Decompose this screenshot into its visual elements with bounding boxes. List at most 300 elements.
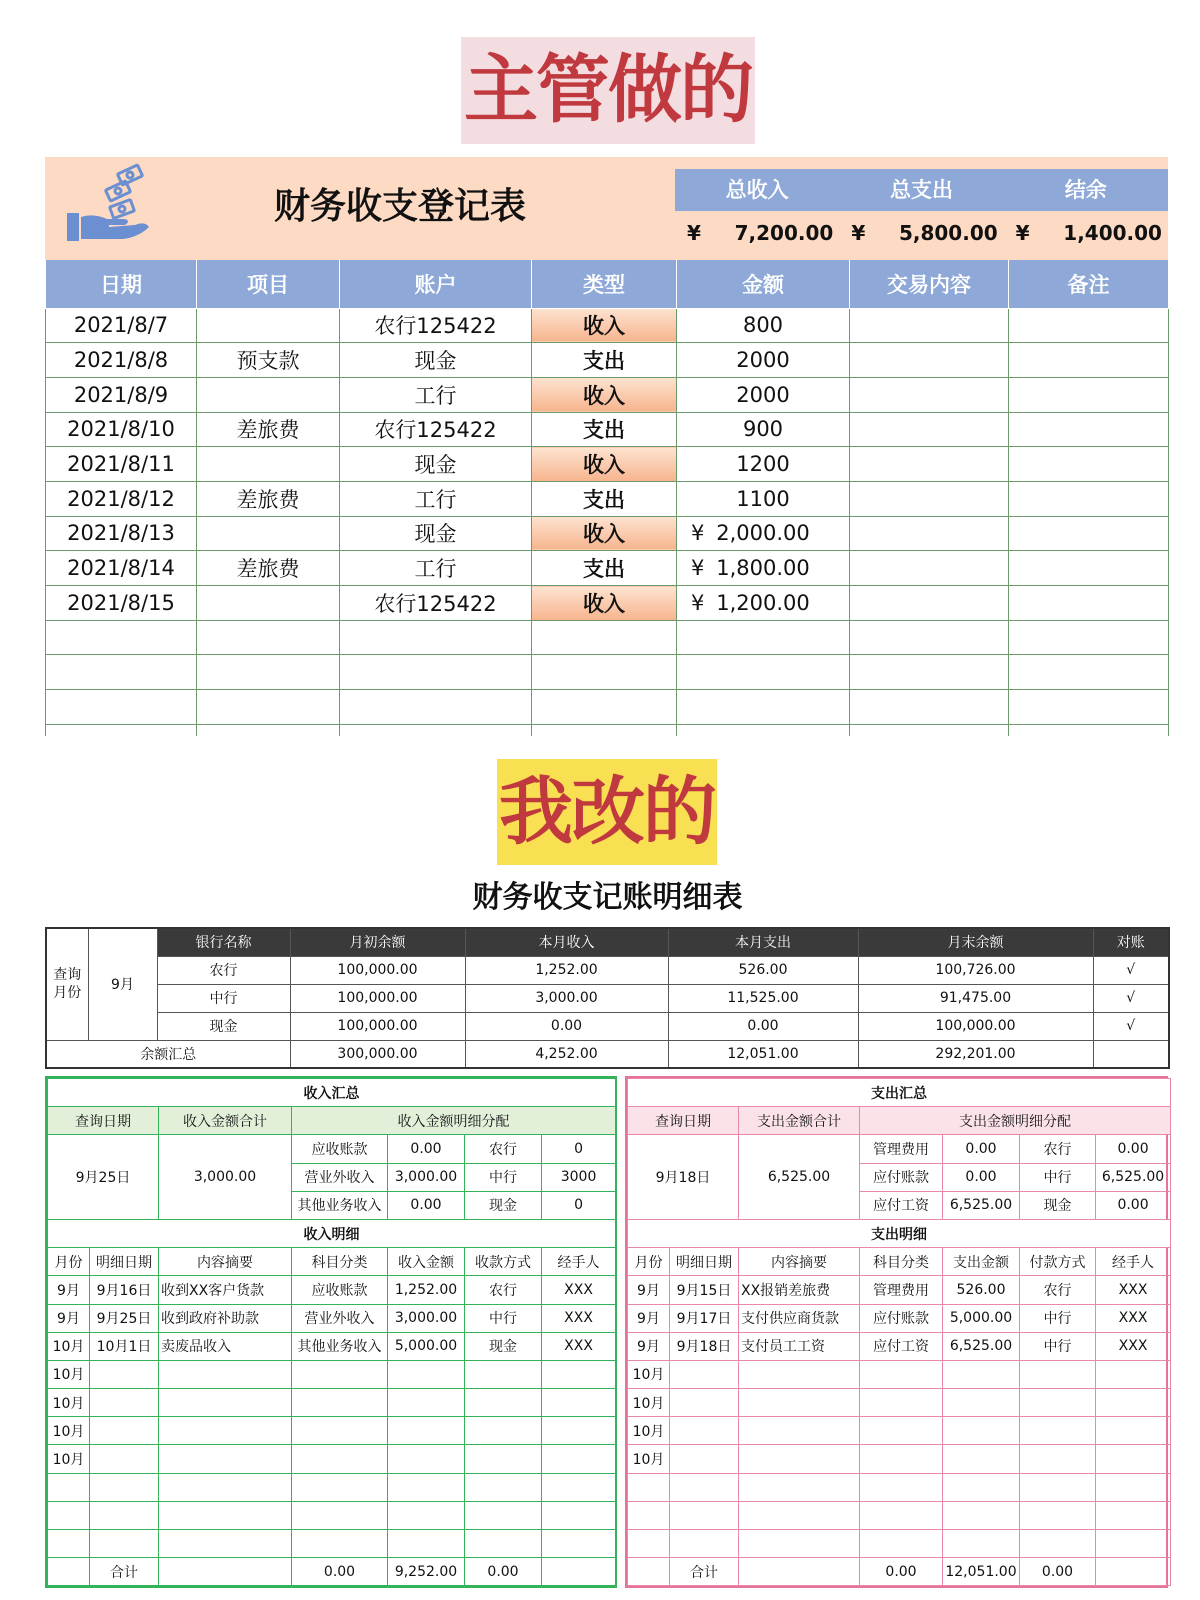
date-cell: 2021/8/7 (46, 308, 197, 343)
bank-cell: √ (1093, 984, 1169, 1012)
detail-cell (159, 1445, 292, 1473)
detail-cell (1020, 1445, 1096, 1473)
summary-title-row (48, 1079, 616, 1107)
detail-cell (739, 1473, 860, 1501)
detail-cell (860, 1501, 943, 1529)
total-income-value: ¥ 7,200.00 (687, 221, 834, 245)
type-cell: 支出 (532, 551, 677, 586)
allocation-cell: 0 (542, 1135, 616, 1163)
detail-cell (860, 1417, 943, 1445)
summary-title-row (628, 1079, 1171, 1107)
detail-cell (292, 1445, 388, 1473)
table-row (46, 447, 1169, 482)
bank-column-header: 本月支出 (668, 928, 858, 956)
old-form-header (45, 157, 1168, 260)
detail-cell (159, 1360, 292, 1388)
type-cell: 收入 (532, 516, 677, 551)
type-cell: 支出 (532, 412, 677, 447)
detail-cell (90, 1360, 159, 1388)
totals-cell (48, 1558, 90, 1586)
allocation-cell: 现金 (465, 1191, 542, 1219)
remark-cell (1009, 586, 1169, 621)
detail-cell (542, 1445, 616, 1473)
detail-cell (943, 1445, 1020, 1473)
item-cell: 差旅费 (197, 481, 340, 516)
column-header: 账户 (340, 260, 532, 308)
amount-value: 1200 (736, 452, 790, 477)
detail-cell (90, 1530, 159, 1558)
bank-cell: 100,000.00 (290, 984, 465, 1012)
allocation-row (48, 1135, 616, 1163)
amount-value: 1100 (736, 486, 790, 511)
summary-header-row (628, 1107, 1171, 1135)
remark-cell (1009, 377, 1169, 412)
detail-cell: 支付员工工资 (739, 1332, 860, 1360)
detail-row (628, 1360, 1171, 1388)
detail-cell (388, 1501, 465, 1529)
account-cell: 工行 (340, 551, 532, 586)
empty-cell (1009, 620, 1169, 655)
detail-cell: 9月 (628, 1276, 670, 1304)
total-expense-header: 总支出 (889, 178, 953, 202)
money-hand-icon (63, 163, 155, 247)
detail-cell (48, 1473, 90, 1501)
detail-cell: 526.00 (943, 1276, 1020, 1304)
old-ledger-header-row (46, 260, 1169, 308)
item-cell (197, 308, 340, 343)
amount-cell (677, 586, 850, 621)
account-cell: 现金 (340, 343, 532, 378)
detail-column-header: 收款方式 (465, 1248, 542, 1276)
bank-cell: √ (1093, 956, 1169, 984)
amount-cell (677, 551, 850, 586)
bank-row (46, 1012, 1169, 1040)
date-cell: 2021/8/11 (46, 447, 197, 482)
detail-cell (388, 1473, 465, 1501)
detail-cell: 支付供应商货款 (739, 1304, 860, 1332)
column-header: 交易内容 (850, 260, 1009, 308)
allocation-cell: 中行 (1020, 1163, 1096, 1191)
type-cell: 收入 (532, 447, 677, 482)
table-row-partial (46, 724, 1169, 736)
bank-cell: 0.00 (465, 1012, 668, 1040)
detail-title-row (628, 1219, 1171, 1247)
date-cell: 2021/8/10 (46, 412, 197, 447)
detail-cell (90, 1417, 159, 1445)
empty-cell (850, 620, 1009, 655)
content-cell (850, 308, 1009, 343)
empty-cell (1009, 690, 1169, 725)
detail-cell: 收到XX客户货款 (159, 1276, 292, 1304)
query-month-label: 查询 月份 (46, 928, 88, 1040)
detail-cell: 3,000.00 (388, 1304, 465, 1332)
table-row (46, 586, 1169, 621)
detail-cell: XXX (542, 1276, 616, 1304)
allocation-cell: 0 (542, 1191, 616, 1219)
allocation-cell: 0.00 (388, 1135, 465, 1163)
currency-symbol: ¥ (691, 556, 705, 581)
bank-cell: 现金 (157, 1012, 290, 1040)
allocation-cell: 现金 (1020, 1191, 1096, 1219)
detail-cell (1096, 1360, 1171, 1388)
amount-value: 1,200.00 (716, 590, 810, 615)
bank-summary-table (45, 927, 1170, 1069)
detail-cell (628, 1501, 670, 1529)
bank-cell: 11,525.00 (668, 984, 858, 1012)
empty-cell (197, 724, 340, 736)
detail-cell: 现金 (465, 1332, 542, 1360)
detail-cell: 10月 (628, 1360, 670, 1388)
totals-cell (542, 1558, 616, 1586)
totals-cell: 0.00 (1020, 1558, 1096, 1586)
detail-cell (739, 1445, 860, 1473)
item-cell (197, 516, 340, 551)
account-cell: 农行125422 (340, 586, 532, 621)
account-cell: 工行 (340, 481, 532, 516)
detail-cell (860, 1473, 943, 1501)
detail-cell (670, 1389, 739, 1417)
empty-cell (340, 655, 532, 690)
table-row (46, 481, 1169, 516)
item-cell (197, 586, 340, 621)
detail-cell (1096, 1417, 1171, 1445)
bank-cell: 100,000.00 (290, 956, 465, 984)
type-cell: 收入 (532, 586, 677, 621)
query-date-value: 9月18日 (628, 1135, 739, 1220)
detail-cell: XXX (1096, 1304, 1171, 1332)
type-cell: 支出 (532, 343, 677, 378)
detail-column-header: 支出金额 (943, 1248, 1020, 1276)
detail-row (48, 1445, 616, 1473)
detail-cell (1096, 1501, 1171, 1529)
content-cell (850, 481, 1009, 516)
detail-cell (670, 1417, 739, 1445)
detail-cell (465, 1389, 542, 1417)
detail-cell: XX报销差旅费 (739, 1276, 860, 1304)
detail-cell (628, 1473, 670, 1501)
table-row (46, 655, 1169, 690)
table-row (46, 516, 1169, 551)
detail-row (628, 1417, 1171, 1445)
detail-cell (388, 1445, 465, 1473)
amount-value: 2,000.00 (716, 521, 810, 546)
allocation-cell: 应付工资 (860, 1191, 943, 1219)
detail-cell: 6,525.00 (943, 1332, 1020, 1360)
detail-cell (90, 1445, 159, 1473)
totals-cell: 0.00 (465, 1558, 542, 1586)
table-row (46, 308, 1169, 343)
remark-cell (1009, 481, 1169, 516)
allocation-cell: 6,525.00 (1096, 1163, 1171, 1191)
totals-cell: 0.00 (292, 1558, 388, 1586)
detail-column-header: 内容摘要 (739, 1248, 860, 1276)
detail-cell (860, 1530, 943, 1558)
detail-cell: 中行 (1020, 1304, 1096, 1332)
total-amount-value: 6,525.00 (739, 1135, 860, 1220)
detail-row (628, 1276, 1171, 1304)
detail-row (48, 1304, 616, 1332)
detail-cell (1020, 1530, 1096, 1558)
detail-cell (943, 1360, 1020, 1388)
totals-cell: 9,252.00 (388, 1558, 465, 1586)
content-cell (850, 551, 1009, 586)
detail-row (48, 1473, 616, 1501)
amount-cell (677, 481, 850, 516)
detail-cell (292, 1389, 388, 1417)
detail-cell (670, 1530, 739, 1558)
empty-cell (532, 655, 677, 690)
detail-cell: 9月 (48, 1304, 90, 1332)
summary-header: 支出金额明细分配 (860, 1107, 1171, 1135)
income-table (47, 1078, 616, 1586)
detail-cell (465, 1417, 542, 1445)
totals-cell (1096, 1558, 1171, 1586)
bank-total-cell: 300,000.00 (290, 1040, 465, 1068)
allocation-cell: 3,000.00 (388, 1163, 465, 1191)
amount-cell (677, 308, 850, 343)
query-month-value: 9月 (88, 928, 157, 1040)
item-cell (197, 377, 340, 412)
detail-cell: 收到政府补助款 (159, 1304, 292, 1332)
detail-column-header: 经手人 (542, 1248, 616, 1276)
detail-cell: 10月 (628, 1389, 670, 1417)
detail-cell: 9月 (628, 1304, 670, 1332)
detail-cell: 1,252.00 (388, 1276, 465, 1304)
summary-header: 支出金额合计 (739, 1107, 860, 1135)
detail-column-header: 月份 (628, 1248, 670, 1276)
detail-cell (943, 1389, 1020, 1417)
detail-cell (48, 1530, 90, 1558)
bank-row (46, 928, 1169, 956)
detail-row (48, 1389, 616, 1417)
empty-cell (532, 724, 677, 736)
detail-cell (1096, 1473, 1171, 1501)
detail-cell (739, 1417, 860, 1445)
detail-cell (739, 1360, 860, 1388)
account-cell: 农行125422 (340, 412, 532, 447)
bank-total-cell (1093, 1040, 1169, 1068)
detail-cell: 10月 (48, 1360, 90, 1388)
empty-cell (340, 724, 532, 736)
remark-cell (1009, 447, 1169, 482)
allocation-cell: 0.00 (943, 1163, 1020, 1191)
allocation-cell: 其他业务收入 (292, 1191, 388, 1219)
detail-cell (465, 1360, 542, 1388)
detail-cell (739, 1501, 860, 1529)
content-cell (850, 447, 1009, 482)
summary-header: 收入金额合计 (159, 1107, 292, 1135)
date-cell: 2021/8/15 (46, 586, 197, 621)
column-header: 备注 (1009, 260, 1169, 308)
detail-cell (90, 1389, 159, 1417)
detail-cell: 10月 (48, 1445, 90, 1473)
query-date-value: 9月25日 (48, 1135, 159, 1220)
detail-cell (90, 1501, 159, 1529)
empty-cell (340, 620, 532, 655)
currency-symbol: ¥ (691, 521, 705, 546)
detail-header-row (628, 1248, 1171, 1276)
new-form-title: 财务收支记账明细表 (472, 880, 743, 915)
detail-cell (388, 1530, 465, 1558)
detail-cell (1096, 1389, 1171, 1417)
bank-total-cell: 12,051.00 (668, 1040, 858, 1068)
remark-cell (1009, 412, 1169, 447)
detail-cell (159, 1530, 292, 1558)
balance-header: 结余 (1064, 178, 1107, 202)
total-expense-value: ¥ 5,800.00 (851, 221, 998, 245)
account-cell: 现金 (340, 447, 532, 482)
amount-value: 900 (742, 417, 784, 442)
allocation-cell: 应收账款 (292, 1135, 388, 1163)
detail-row (628, 1332, 1171, 1360)
type-cell: 收入 (532, 377, 677, 412)
old-ledger-table (45, 260, 1169, 736)
detail-cell (1020, 1473, 1096, 1501)
bank-cell: 91,475.00 (858, 984, 1093, 1012)
detail-cell (943, 1473, 1020, 1501)
detail-cell: 10月 (628, 1417, 670, 1445)
amount-cell (677, 412, 850, 447)
bank-cell: 农行 (157, 956, 290, 984)
bank-cell: 3,000.00 (465, 984, 668, 1012)
remark-cell (1009, 343, 1169, 378)
table-row (46, 343, 1169, 378)
total-income-header: 总收入 (725, 178, 789, 202)
detail-cell: 9月 (628, 1332, 670, 1360)
content-cell (850, 412, 1009, 447)
detail-cell (860, 1445, 943, 1473)
table-row (46, 377, 1169, 412)
detail-column-header: 明细日期 (670, 1248, 739, 1276)
detail-cell: XXX (542, 1332, 616, 1360)
detail-row (628, 1530, 1171, 1558)
detail-header-row (48, 1248, 616, 1276)
detail-cell (542, 1530, 616, 1558)
detail-cell: 9月18日 (670, 1332, 739, 1360)
detail-cell (159, 1389, 292, 1417)
detail-column-header: 科目分类 (292, 1248, 388, 1276)
account-cell: 现金 (340, 516, 532, 551)
detail-cell: 10月1日 (90, 1332, 159, 1360)
amount-value: 800 (742, 313, 784, 338)
allocation-cell: 0.00 (388, 1191, 465, 1219)
bank-cell: 中行 (157, 984, 290, 1012)
bottom-section-label: 我改的 (497, 759, 717, 865)
totals-cell: 12,051.00 (943, 1558, 1020, 1586)
empty-cell (46, 655, 197, 690)
bank-total-cell: 4,252.00 (465, 1040, 668, 1068)
date-cell: 2021/8/13 (46, 516, 197, 551)
allocation-cell: 0.00 (1096, 1191, 1171, 1219)
item-cell: 差旅费 (197, 412, 340, 447)
remark-cell (1009, 551, 1169, 586)
detail-cell (1096, 1445, 1171, 1473)
item-cell (197, 447, 340, 482)
amount-cell (677, 447, 850, 482)
detail-cell (1020, 1389, 1096, 1417)
detail-row (628, 1445, 1171, 1473)
detail-cell (943, 1417, 1020, 1445)
remark-cell (1009, 516, 1169, 551)
empty-cell (532, 690, 677, 725)
bank-column-header: 月末余额 (858, 928, 1093, 956)
allocation-cell: 0.00 (943, 1135, 1020, 1163)
summary-title: 收入汇总 (48, 1079, 616, 1107)
table-row (46, 412, 1169, 447)
empty-cell (850, 690, 1009, 725)
detail-cell: 农行 (1020, 1276, 1096, 1304)
detail-cell: 5,000.00 (943, 1304, 1020, 1332)
detail-cell: XXX (542, 1304, 616, 1332)
detail-column-header: 经手人 (1096, 1248, 1171, 1276)
empty-cell (532, 620, 677, 655)
empty-cell (677, 655, 850, 690)
detail-cell: XXX (1096, 1332, 1171, 1360)
account-cell: 工行 (340, 377, 532, 412)
summary-values (675, 211, 1168, 255)
bank-cell: 100,000.00 (858, 1012, 1093, 1040)
amount-value: 2000 (736, 382, 790, 407)
detail-cell: 9月17日 (670, 1304, 739, 1332)
detail-cell: 卖废品收入 (159, 1332, 292, 1360)
totals-cell: 合计 (670, 1558, 739, 1586)
allocation-cell: 中行 (465, 1163, 542, 1191)
detail-title: 支出明细 (628, 1219, 1171, 1247)
detail-column-header: 收入金额 (388, 1248, 465, 1276)
detail-cell (860, 1389, 943, 1417)
bank-cell: 100,726.00 (858, 956, 1093, 984)
detail-cell: 9月16日 (90, 1276, 159, 1304)
allocation-cell: 营业外收入 (292, 1163, 388, 1191)
detail-cell: 10月 (48, 1332, 90, 1360)
bank-column-header: 银行名称 (157, 928, 290, 956)
detail-cell (542, 1501, 616, 1529)
income-panel (45, 1076, 617, 1588)
detail-cell (739, 1530, 860, 1558)
amount-cell (677, 343, 850, 378)
detail-row (48, 1417, 616, 1445)
date-cell: 2021/8/8 (46, 343, 197, 378)
detail-cell (670, 1501, 739, 1529)
allocation-row (628, 1135, 1171, 1163)
detail-title: 收入明细 (48, 1219, 616, 1247)
item-cell: 预支款 (197, 343, 340, 378)
date-cell: 2021/8/14 (46, 551, 197, 586)
item-cell: 差旅费 (197, 551, 340, 586)
column-header: 日期 (46, 260, 197, 308)
bank-total-label: 余额汇总 (46, 1040, 290, 1068)
totals-row (628, 1558, 1171, 1586)
column-header: 金额 (677, 260, 850, 308)
detail-cell: 其他业务收入 (292, 1332, 388, 1360)
detail-cell (388, 1360, 465, 1388)
totals-cell (628, 1558, 670, 1586)
allocation-cell: 农行 (1020, 1135, 1096, 1163)
detail-cell (159, 1473, 292, 1501)
allocation-cell: 管理费用 (860, 1135, 943, 1163)
top-section-label: 主管做的 (461, 37, 755, 144)
detail-cell: 9月 (48, 1276, 90, 1304)
empty-cell (1009, 655, 1169, 690)
totals-cell: 合计 (90, 1558, 159, 1586)
table-row (46, 690, 1169, 725)
detail-cell: 农行 (465, 1276, 542, 1304)
detail-column-header: 科目分类 (860, 1248, 943, 1276)
detail-cell (943, 1530, 1020, 1558)
total-amount-value: 3,000.00 (159, 1135, 292, 1220)
empty-cell (197, 690, 340, 725)
totals-cell (159, 1558, 292, 1586)
